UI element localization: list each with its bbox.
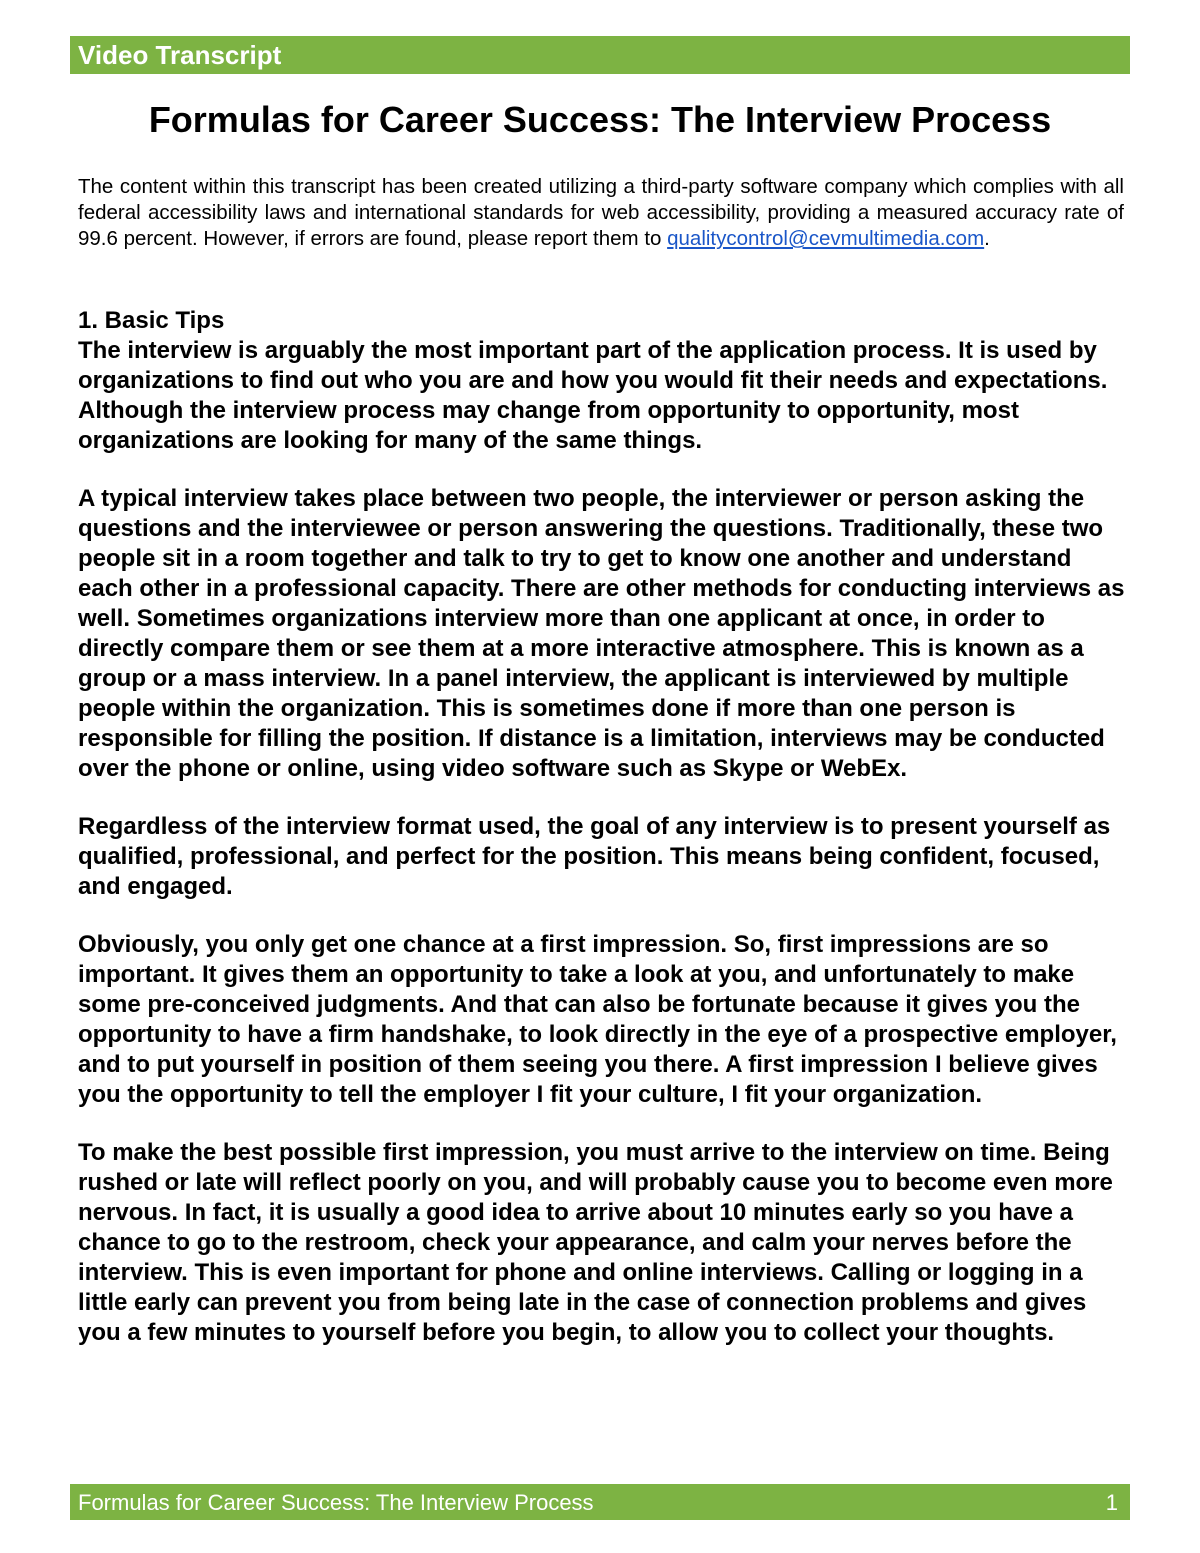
intro-paragraph — [78, 174, 1124, 252]
transcript-body — [78, 306, 1126, 1376]
page-number: 1 — [1105, 1490, 1118, 1515]
intro-text-end: . — [984, 227, 990, 250]
paragraph: Regardless of the interview format used, the goal of any interview is to present yourself as qualified, professional, and perfect for the position. This means being confident, focused, and engaged. — [78, 813, 1111, 900]
intro-text: The content within this transcript has been created utilizing a third-party software company which complies with all federal accessibility laws and international standards for web accessibility, providing a measured accuracy rate of 99.6 percent. However, if errors are found, please report them to — [78, 175, 1124, 250]
header-label: Video Transcript — [78, 40, 282, 70]
section-heading: 1. Basic Tips — [78, 307, 225, 334]
footer-title: Formulas for Career Success: The Interview Process — [78, 1490, 594, 1515]
document-title: Formulas for Career Success: The Interview Process — [148, 99, 1052, 140]
header-bar — [70, 36, 1130, 74]
paragraph: A typical interview takes place between two people, the interviewer or person asking the questions and the interviewee or person answering the questions. Traditionally, these two people sit in a room together and talk to try to get to know one another and understand each other in a professional capacity. There are other methods for conducting interviews as well. Sometimes organizations interview more than one applicant at once, in order to directly compare them or see them at a more interactive atmosphere. This is known as a group or a mass interview. In a panel interview, the applicant is interviewed by multiple people within the organization. This is sometimes done if more than one person is responsible for filling the position. If distance is a limitation, interviews may be conducted over the phone or online, using video software such as Skype or WebEx. — [78, 485, 1125, 782]
paragraph: To make the best possible first impression, you must arrive to the interview on time. Being rushed or late will reflect poorly on you, and will probably cause you to become even more nervous. In fact, it is usually a good idea to arrive about 10 minutes early so you have a chance to go to the restroom, check your appearance, and calm your nerves before the interview. This is even important for phone and online interviews. Calling or logging in a little early can prevent you from being late in the case of connection problems and gives you a few minutes to yourself before you begin, to allow you to collect your thoughts. — [78, 1139, 1113, 1346]
quality-control-email-link[interactable]: qualitycontrol@cevmultimedia.com — [667, 227, 985, 250]
paragraph: The interview is arguably the most important part of the application process. It is used by organizations to find out who you are and how you would fit their needs and expectations. Although the interview process may change from opportunity to opportunity, most organizations are looking for many of the same things. — [78, 337, 1108, 454]
paragraph: Obviously, you only get one chance at a first impression. So, first impressions are so important. It gives them an opportunity to take a look at you, and unfortunately to make some pre-conceived judgments. And that can also be fortunate because it gives you the opportunity to have a firm handshake, to look directly in the eye of a prospective employer, and to put yourself in position of them seeing you there. A first impression I believe gives you the opportunity to tell the employer I fit your culture, I fit your organization. — [78, 931, 1117, 1108]
footer-bar — [70, 1484, 1130, 1520]
